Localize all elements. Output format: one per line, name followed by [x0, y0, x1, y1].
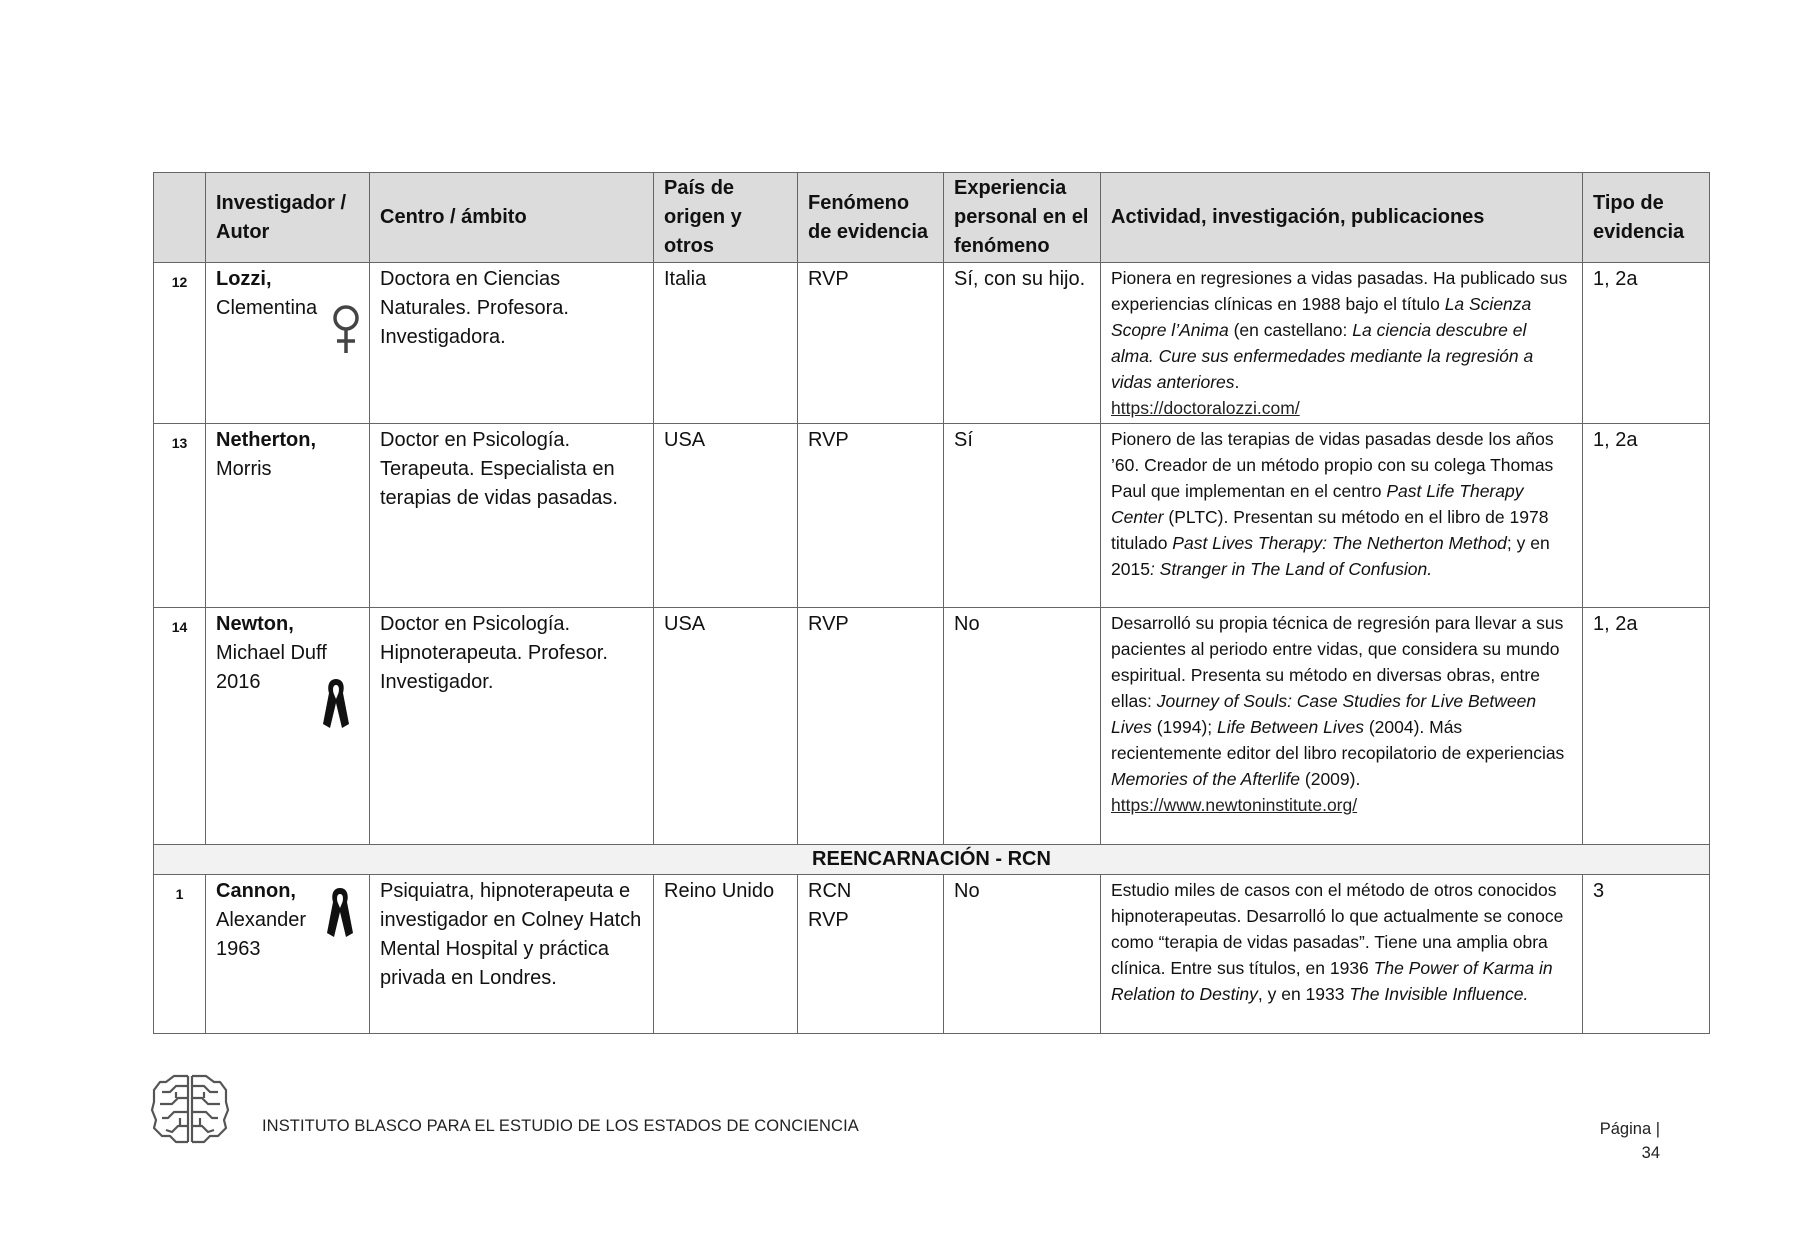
header-num	[154, 173, 206, 263]
header-experience: Experiencia personal en el fenómeno	[944, 173, 1101, 263]
author-death-year: 2016	[216, 671, 261, 693]
table-row	[154, 608, 1710, 845]
section-title: REENCARNACIÓN - RCN	[154, 845, 1710, 875]
author-surname: Cannon,	[216, 880, 296, 902]
author-surname: Newton,	[216, 613, 294, 635]
activity-text: Desarrolló su propia técnica de regresión para llevar a sus pacientes al periodo entre vidas, que considera su mundo espiritual. Presenta su método en diversas obras, entre ellas:	[1111, 613, 1564, 711]
website-link[interactable]: https://www.newtoninstitute.org/	[1111, 795, 1358, 815]
activity-text: (PLTC). Presentan su método en el libro de 1978 titulado	[1111, 507, 1549, 553]
evidence-type-cell: 1, 2a	[1583, 608, 1710, 845]
mourning-ribbon-icon	[321, 676, 351, 732]
activity-text: , y en 1933	[1257, 984, 1350, 1004]
evidence-type-cell: 1, 2a	[1583, 424, 1710, 608]
activity-title: Journey of Souls: Case Studies for Live Between Lives	[1111, 691, 1537, 737]
header-phenomenon: Fenómeno de evidencia	[798, 173, 944, 263]
author-cell	[206, 263, 370, 424]
activity-title: The Invisible Influence.	[1349, 984, 1529, 1004]
table-row	[154, 263, 1710, 424]
table-row	[154, 875, 1710, 1034]
mourning-ribbon-icon	[325, 885, 355, 941]
table-header-row	[154, 173, 1710, 263]
phenomenon-cell	[798, 875, 944, 1034]
center-cell: Doctor en Psicología. Hipnoterapeuta. Profesor. Investigador.	[370, 608, 654, 845]
activity-text: (2004). Más recientemente editor del libro recopilatorio de experiencias	[1111, 717, 1565, 763]
row-number: 13	[154, 424, 206, 608]
phenomenon-cell: RVP	[798, 608, 944, 845]
section-header-row	[154, 845, 1710, 875]
activity-text: Pionero de las terapias de vidas pasadas desde los años ’60. Creador de un método propio con su colega Thomas Paul que implementan en el centro	[1111, 429, 1554, 501]
experience-cell: No	[944, 875, 1101, 1034]
country-cell: USA	[654, 608, 798, 845]
author-surname: Netherton,	[216, 429, 316, 451]
author-cell	[206, 608, 370, 845]
female-symbol-icon	[329, 303, 363, 355]
row-number: 12	[154, 263, 206, 424]
author-death-year: 1963	[216, 938, 261, 960]
activity-cell	[1101, 424, 1583, 608]
author-given-name: Morris	[216, 458, 272, 480]
author-given-name: Clementina	[216, 297, 318, 319]
phenomenon-cell: RVP	[798, 424, 944, 608]
phenomenon-code: RVP	[808, 909, 849, 931]
activity-cell	[1101, 875, 1583, 1034]
activity-title: La Scienza Scopre l’Anima	[1111, 294, 1532, 340]
center-cell: Psiquiatra, hipnoterapeuta e investigador en Colney Hatch Mental Hospital y práctica privada en Londres.	[370, 875, 654, 1034]
author-given-name: Michael Duff	[216, 642, 327, 664]
activity-text: Estudio miles de casos con el método de otros conocidos hipnoterapeutas. Desarrolló lo que actualmente se conoce como “terapia de vidas pasadas”. Tiene una amplia obra clínica. Entre sus títulos, en 1936	[1111, 880, 1564, 978]
header-activity: Actividad, investigación, publicaciones	[1101, 173, 1583, 263]
header-author: Investigador / Autor	[206, 173, 370, 263]
center-cell: Doctora en Ciencias Naturales. Profesora. Investigadora.	[370, 263, 654, 424]
activity-text: .	[1234, 372, 1240, 392]
country-cell: Reino Unido	[654, 875, 798, 1034]
activity-text: (en castellano:	[1228, 320, 1353, 340]
author-surname: Lozzi,	[216, 268, 272, 290]
evidence-type-cell: 3	[1583, 875, 1710, 1034]
activity-cell	[1101, 608, 1583, 845]
header-center: Centro / ámbito	[370, 173, 654, 263]
header-country: País de origen y otros	[654, 173, 798, 263]
experience-cell: Sí, con su hijo.	[944, 263, 1101, 424]
website-link[interactable]: https://doctoralozzi.com/	[1111, 398, 1300, 418]
row-number: 14	[154, 608, 206, 845]
author-given-name: Alexander	[216, 909, 307, 931]
table-row	[154, 424, 1710, 608]
footer-page-info	[1590, 1117, 1660, 1165]
row-number: 1	[154, 875, 206, 1034]
footer-institute-name: INSTITUTO BLASCO PARA EL ESTUDIO DE LOS ESTADOS DE CONCIENCIA	[262, 1117, 859, 1135]
activity-text: (1994);	[1151, 717, 1218, 737]
country-cell: USA	[654, 424, 798, 608]
activity-cell	[1101, 263, 1583, 424]
phenomenon-cell: RVP	[798, 263, 944, 424]
phenomenon-code: RCN	[808, 880, 852, 902]
activity-title: Past Lives Therapy: The Netherton Method	[1172, 533, 1507, 553]
footer-page-number: 34	[1641, 1144, 1660, 1162]
experience-cell: No	[944, 608, 1101, 845]
header-type: Tipo de evidencia	[1583, 173, 1710, 263]
author-cell	[206, 875, 370, 1034]
activity-title: Past Life Therapy Center	[1111, 481, 1524, 527]
activity-text: (2009).	[1300, 769, 1361, 789]
activity-title: : Stranger in The Land of Confusion.	[1149, 559, 1433, 579]
activity-title: Life Between Lives	[1217, 717, 1364, 737]
author-cell	[206, 424, 370, 608]
center-cell: Doctor en Psicología. Terapeuta. Especialista en terapias de vidas pasadas.	[370, 424, 654, 608]
researchers-table	[153, 172, 1710, 1034]
country-cell: Italia	[654, 263, 798, 424]
experience-cell: Sí	[944, 424, 1101, 608]
activity-text: Pionera en regresiones a vidas pasadas. Ha publicado sus experiencias clínicas en 1988 bajo el título	[1111, 268, 1568, 314]
activity-title: La ciencia descubre el alma. Cure sus enfermedades mediante la regresión a vidas anteriores	[1111, 320, 1534, 392]
evidence-type-cell: 1, 2a	[1583, 263, 1710, 424]
brain-logo-icon	[150, 1072, 230, 1146]
activity-title: Memories of the Afterlife	[1111, 769, 1301, 789]
footer-page-label: Página |	[1599, 1120, 1660, 1138]
activity-title: The Power of Karma in Relation to Destiny	[1111, 958, 1553, 1004]
activity-text: ; y en 2015	[1111, 533, 1550, 579]
